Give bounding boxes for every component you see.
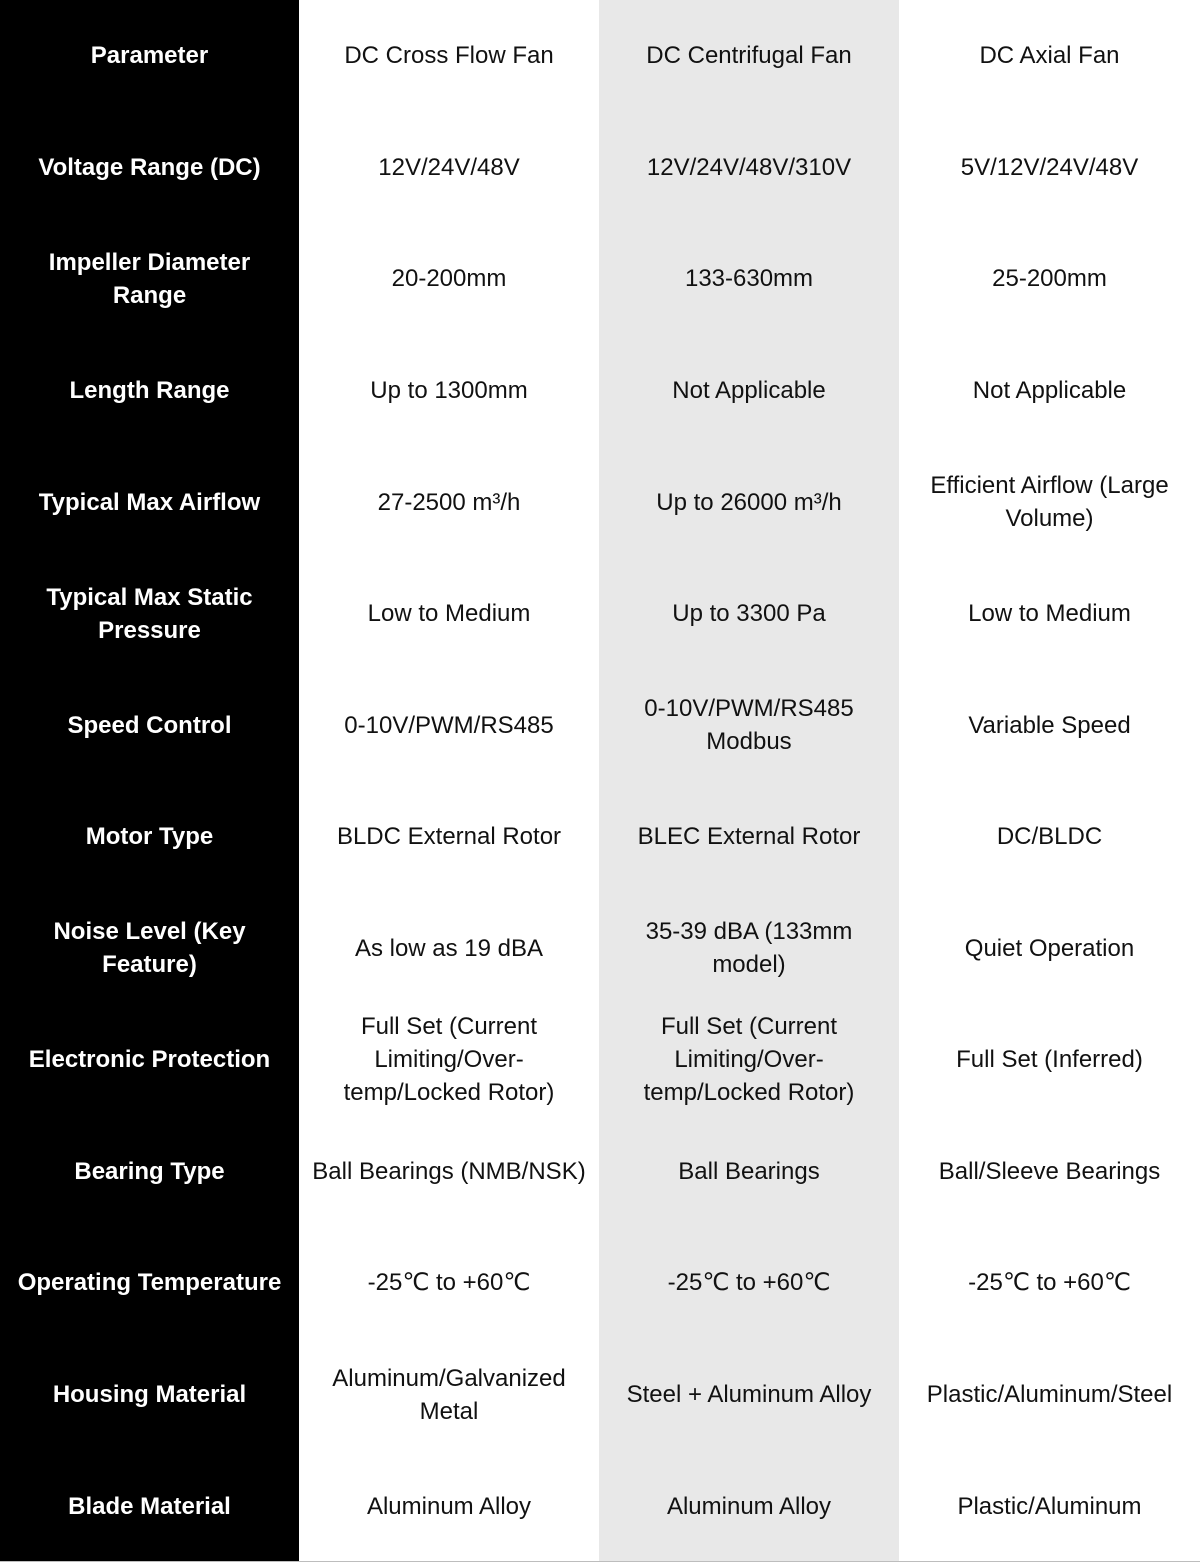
header-cross-flow-label: DC Cross Flow Fan [344, 42, 554, 70]
cell-value: Aluminum Alloy [366, 1492, 532, 1520]
cross-flow-cell [299, 1339, 599, 1451]
cell-value: 12V/24V/48V/310V [646, 153, 852, 181]
header-axial-label: DC Axial Fan [979, 42, 1120, 70]
cross-flow-cell [299, 1116, 599, 1228]
row-param [0, 335, 299, 447]
param-label: Speed Control [67, 711, 232, 739]
row-param [0, 1004, 299, 1116]
cell-value: Up to 3300 Pa [672, 600, 826, 628]
cell-value: 20-200mm [391, 265, 507, 293]
param-label: Typical Max Static Pressure [46, 583, 253, 644]
row-param [0, 1116, 299, 1228]
cell-value: Variable Speed [968, 711, 1131, 739]
axial-cell [899, 1116, 1200, 1228]
centrifugal-cell [599, 1450, 899, 1562]
header-axial [899, 0, 1200, 112]
row-param [0, 1339, 299, 1451]
centrifugal-cell [599, 223, 899, 335]
cross-flow-cell [299, 112, 599, 224]
cross-flow-cell [299, 893, 599, 1005]
centrifugal-cell [599, 1004, 899, 1116]
cell-value: Steel + Aluminum Alloy [626, 1381, 872, 1409]
header-centrifugal-label: DC Centrifugal Fan [646, 42, 852, 70]
axial-cell [899, 1227, 1200, 1339]
param-label: Length Range [69, 376, 230, 404]
centrifugal-cell [599, 1116, 899, 1228]
axial-cell [899, 112, 1200, 224]
axial-cell [899, 446, 1200, 558]
cross-flow-cell [299, 1227, 599, 1339]
param-label: Blade Material [68, 1492, 231, 1520]
row-param [0, 223, 299, 335]
row-param [0, 558, 299, 670]
row-param [0, 669, 299, 781]
cell-value: Plastic/Aluminum/Steel [926, 1381, 1173, 1409]
axial-cell [899, 223, 1200, 335]
centrifugal-cell [599, 446, 899, 558]
cell-value: Not Applicable [972, 376, 1127, 404]
cross-flow-cell [299, 1004, 599, 1116]
cell-value: Low to Medium [367, 600, 531, 628]
cell-value: 25-200mm [992, 265, 1107, 293]
cell-value: BLDC External Rotor [336, 823, 562, 851]
cell-value: Aluminum/Galvanized Metal [332, 1364, 566, 1425]
cell-value: Efficient Airflow (Large Volume) [930, 472, 1169, 533]
param-label: Housing Material [52, 1381, 247, 1409]
row-param [0, 1450, 299, 1562]
header-parameter [0, 0, 299, 112]
centrifugal-cell [599, 335, 899, 447]
header-parameter-label: Parameter [90, 42, 209, 70]
param-label: Electronic Protection [28, 1046, 271, 1074]
axial-cell [899, 1004, 1200, 1116]
param-label: Motor Type [85, 823, 214, 851]
cell-value: -25℃ to +60℃ [667, 1269, 831, 1297]
row-param [0, 1227, 299, 1339]
cell-value: 0-10V/PWM/RS485 [344, 711, 554, 739]
row-param [0, 446, 299, 558]
cell-value: Ball Bearings [678, 1157, 820, 1185]
axial-cell [899, 1339, 1200, 1451]
cross-flow-cell [299, 446, 599, 558]
centrifugal-cell [599, 1339, 899, 1451]
cell-value: Full Set (Current Limiting/Over-temp/Locked Rotor) [643, 1013, 855, 1107]
header-centrifugal [599, 0, 899, 112]
cell-value: Aluminum Alloy [666, 1492, 832, 1520]
axial-cell [899, 335, 1200, 447]
cell-value: -25℃ to +60℃ [968, 1269, 1131, 1297]
axial-cell [899, 893, 1200, 1005]
cross-flow-cell [299, 335, 599, 447]
param-label: Noise Level (Key Feature) [53, 918, 246, 979]
cell-value: 5V/12V/24V/48V [960, 153, 1139, 181]
param-label: Impeller Diameter Range [48, 248, 251, 309]
cell-value: 133-630mm [684, 265, 814, 293]
row-param [0, 112, 299, 224]
cell-value: Low to Medium [968, 600, 1131, 628]
cell-value: Quiet Operation [964, 934, 1135, 962]
row-param [0, 781, 299, 893]
axial-cell [899, 558, 1200, 670]
cell-value: Full Set (Current Limiting/Over-temp/Locked Rotor) [343, 1013, 555, 1107]
axial-cell [899, 669, 1200, 781]
cross-flow-cell [299, 669, 599, 781]
cell-value: Full Set (Inferred) [956, 1046, 1143, 1074]
cell-value: 0-10V/PWM/RS485 Modbus [644, 695, 854, 756]
centrifugal-cell [599, 558, 899, 670]
cross-flow-cell [299, 1450, 599, 1562]
cross-flow-cell [299, 781, 599, 893]
cross-flow-cell [299, 223, 599, 335]
cross-flow-cell [299, 558, 599, 670]
centrifugal-cell [599, 1227, 899, 1339]
cell-value: 27-2500 m³/h [377, 488, 521, 516]
centrifugal-cell [599, 781, 899, 893]
cell-value: DC/BLDC [996, 823, 1103, 851]
param-label: Bearing Type [74, 1157, 225, 1185]
param-label: Voltage Range (DC) [38, 153, 261, 181]
row-param [0, 893, 299, 1005]
centrifugal-cell [599, 112, 899, 224]
cell-value: -25℃ to +60℃ [367, 1269, 531, 1297]
cell-value: Up to 1300mm [370, 376, 528, 404]
centrifugal-cell [599, 669, 899, 781]
header-cross-flow [299, 0, 599, 112]
cell-value: BLEC External Rotor [637, 823, 861, 851]
axial-cell [899, 1450, 1200, 1562]
cell-value: Plastic/Aluminum [957, 1492, 1142, 1520]
cell-value: Up to 26000 m³/h [656, 488, 842, 516]
axial-cell [899, 781, 1200, 893]
cell-value: Not Applicable [672, 376, 826, 404]
cell-value: 12V/24V/48V [378, 153, 520, 181]
param-label: Operating Temperature [17, 1269, 282, 1297]
cell-value: 35-39 dBA (133mm model) [645, 918, 853, 979]
cell-value: Ball Bearings (NMB/NSK) [312, 1157, 586, 1185]
cell-value: As low as 19 dBA [354, 934, 544, 962]
param-label: Typical Max Airflow [38, 488, 261, 516]
centrifugal-cell [599, 893, 899, 1005]
cell-value: Ball/Sleeve Bearings [938, 1157, 1161, 1185]
